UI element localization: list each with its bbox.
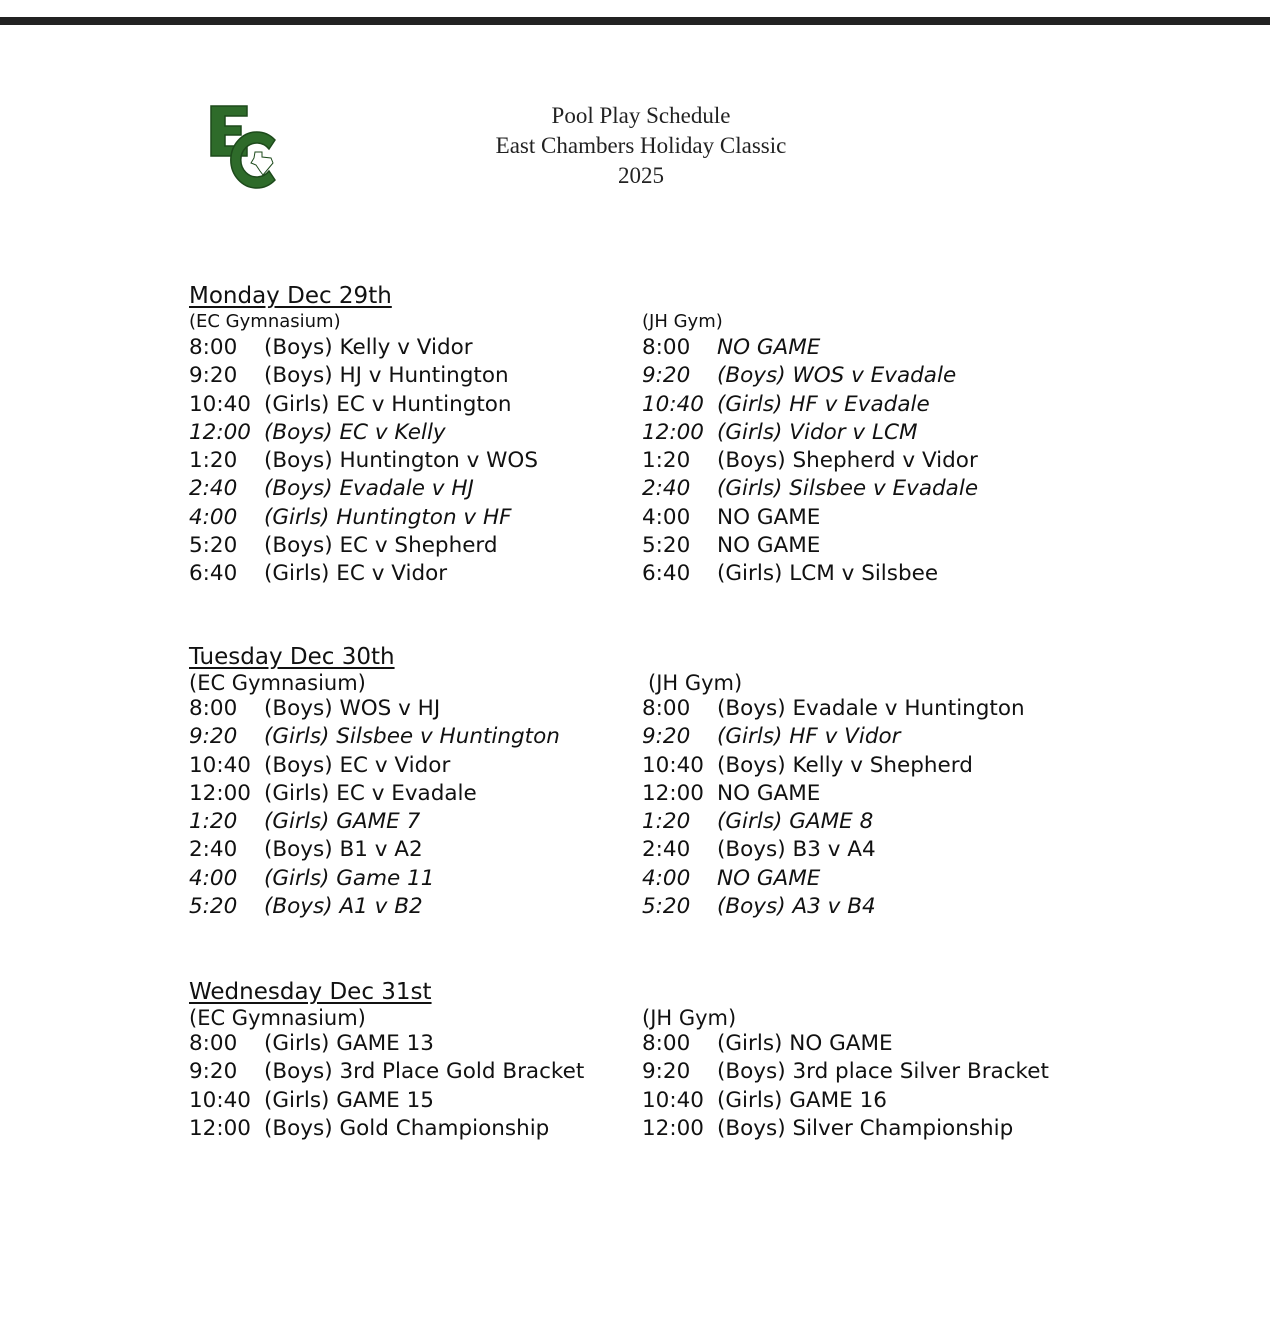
game-row: 1:20 (Girls) GAME 8 — [642, 809, 874, 835]
game-row: 12:00 (Boys) EC v Kelly — [189, 419, 446, 445]
venue-label: (JH Gym) — [648, 671, 743, 695]
game-row: 5:20 NO GAME — [642, 533, 821, 559]
game-row: 9:20 (Boys) 3rd place Silver Bracket — [642, 1059, 1049, 1085]
ec-gymnasium-column — [189, 310, 538, 589]
game-row: 8:00 (Girls) NO GAME — [642, 1031, 893, 1056]
game-row: 10:40 (Girls) HF v Evadale — [642, 391, 930, 417]
day-monday — [189, 282, 1149, 587]
header-year: 2025 — [618, 163, 664, 188]
game-row: 2:40 (Boys) Evadale v HJ — [189, 476, 474, 502]
game-row: 8:00 NO GAME — [642, 335, 821, 360]
ec-gymnasium-column — [189, 1006, 584, 1143]
game-row: 10:40 (Girls) EC v Huntington — [189, 391, 512, 417]
jh-gym-column — [642, 310, 978, 589]
game-row: 9:20 (Boys) HJ v Huntington — [189, 363, 509, 389]
header-title: Pool Play Schedule — [551, 103, 731, 128]
venue-label: (EC Gymnasium) — [189, 671, 366, 695]
game-row: 12:00 NO GAME — [642, 780, 821, 806]
game-row: 1:20 (Boys) Huntington v WOS — [189, 448, 538, 474]
game-row: 8:00 (Girls) GAME 13 — [189, 1031, 434, 1056]
jh-gym-column — [642, 1006, 1049, 1143]
game-row: 12:00 (Boys) Silver Championship — [642, 1115, 1014, 1141]
day-tuesday — [189, 643, 1149, 920]
game-row: 9:20 (Girls) HF v Vidor — [642, 724, 901, 750]
game-row: 2:40 (Boys) B1 v A2 — [189, 837, 423, 863]
game-row: 8:00 (Boys) WOS v HJ — [189, 696, 441, 721]
venue-label: (JH Gym) — [642, 311, 723, 332]
day-title: Tuesday Dec 30th — [189, 644, 395, 670]
game-row: 4:00 NO GAME — [642, 865, 821, 891]
game-row: 4:00 (Girls) Game 11 — [189, 865, 435, 891]
game-row: 2:40 (Boys) B3 v A4 — [642, 837, 876, 863]
header-event-name: East Chambers Holiday Classic — [495, 133, 787, 158]
game-row: 5:20 (Boys) A1 v B2 — [189, 894, 423, 920]
game-row: 1:20 (Girls) GAME 7 — [189, 809, 421, 835]
day-title: Wednesday Dec 31st — [189, 979, 432, 1005]
venue-label: (JH Gym) — [642, 1006, 737, 1030]
game-row: 12:00 (Boys) Gold Championship — [189, 1115, 550, 1141]
top-border-rule — [0, 17, 1270, 25]
game-row: 12:00 (Girls) EC v Evadale — [189, 780, 477, 806]
venue-label: (EC Gymnasium) — [189, 1006, 366, 1030]
game-row: 8:00 (Boys) Kelly v Vidor — [189, 335, 473, 360]
game-row: 10:40 (Girls) GAME 16 — [642, 1087, 887, 1113]
game-row: 6:40 (Girls) LCM v Silsbee — [642, 561, 939, 587]
day-title: Monday Dec 29th — [189, 283, 392, 309]
game-row: 9:20 (Boys) 3rd Place Gold Bracket — [189, 1059, 585, 1085]
game-row: 1:20 (Boys) Shepherd v Vidor — [642, 448, 978, 474]
game-row: 9:20 (Girls) Silsbee v Huntington — [189, 724, 560, 750]
game-row: 4:00 NO GAME — [642, 504, 821, 530]
venue-label: (EC Gymnasium) — [189, 311, 341, 332]
game-row: 9:20 (Boys) WOS v Evadale — [642, 363, 957, 389]
ec-logo-icon — [205, 100, 285, 190]
game-row: 4:00 (Girls) Huntington v HF — [189, 504, 512, 530]
game-row: 10:40 (Boys) Kelly v Shepherd — [642, 752, 973, 778]
jh-gym-column — [642, 671, 1025, 921]
game-row: 5:20 (Boys) EC v Shepherd — [189, 533, 498, 559]
game-row: 5:20 (Boys) A3 v B4 — [642, 894, 876, 920]
game-row: 8:00 (Boys) Evadale v Huntington — [642, 696, 1025, 721]
game-row: 10:40 (Girls) GAME 15 — [189, 1087, 434, 1113]
ec-gymnasium-column — [189, 671, 560, 921]
day-wednesday — [189, 978, 1149, 1141]
schedule-header — [440, 101, 842, 191]
game-row: 6:40 (Girls) EC v Vidor — [189, 561, 448, 587]
game-row: 12:00 (Girls) Vidor v LCM — [642, 419, 918, 445]
school-logo — [205, 100, 285, 190]
game-row: 2:40 (Girls) Silsbee v Evadale — [642, 476, 979, 502]
game-row: 10:40 (Boys) EC v Vidor — [189, 752, 451, 778]
